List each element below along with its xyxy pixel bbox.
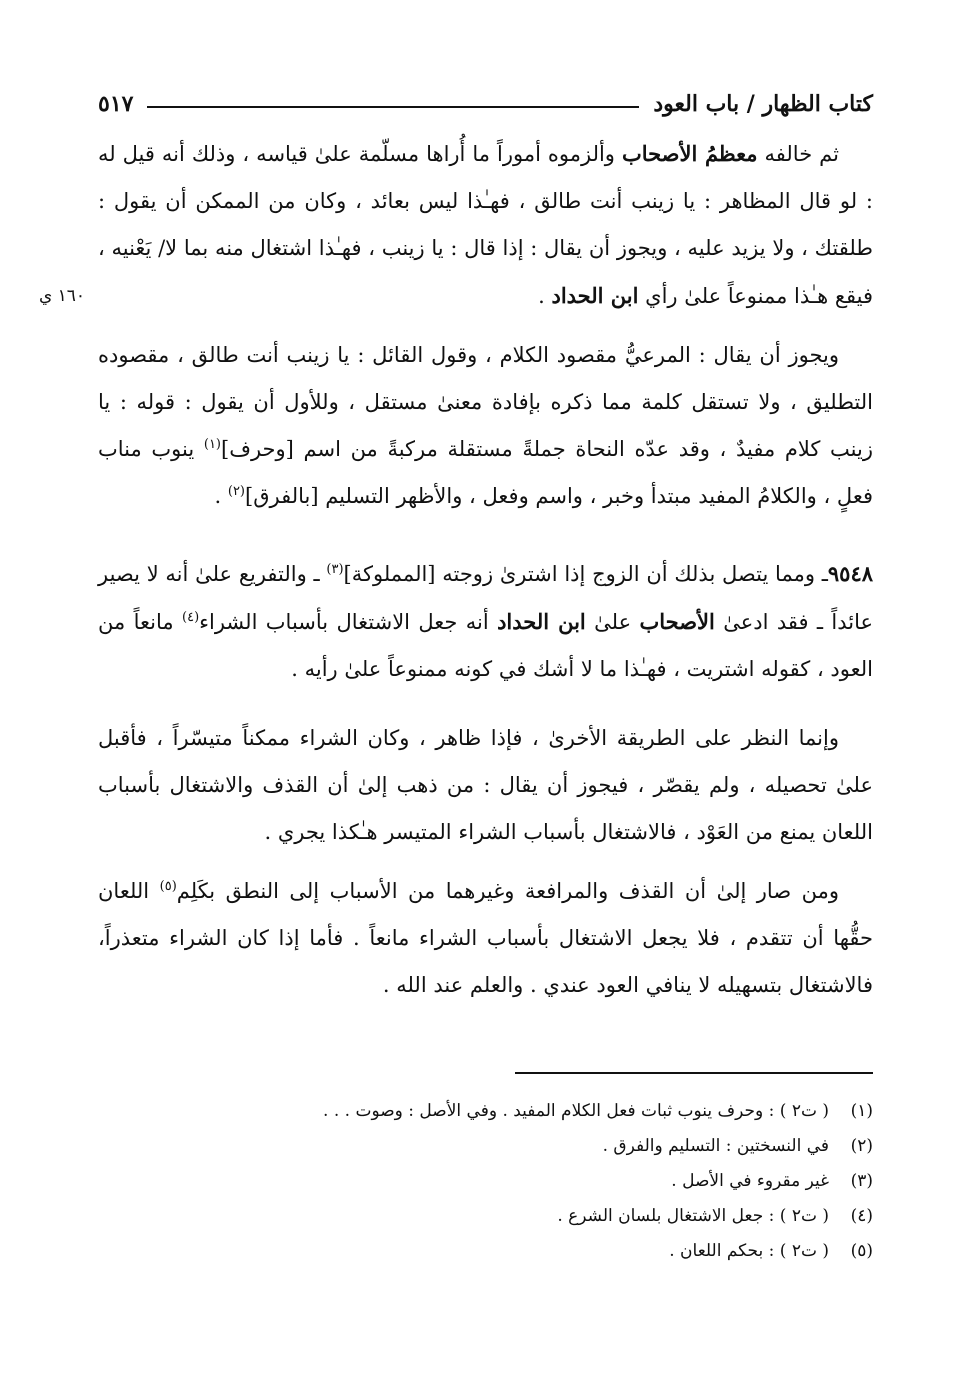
- footnote-number: (٣): [850, 1171, 873, 1191]
- text-run: ويجوز أن يقال : المرعيُّ مقصود الكلام ، وقول القائل : يا زينب أنت طالق ، مقصوده التطليق ، ولا تستقل كلمة مما ذكره بإفادة معنىٰ مستقل ، وللأول أن يقول : قوله : يا زينب كلام مفيدٌ ، وقد عدّه النحاة جملةً مستقلة مركبةً من اسم [وحرف]: [98, 343, 873, 461]
- text-run: .: [538, 284, 552, 308]
- footnote-text: ( ت٢ ) : وحرف ينوب ثبات فعل الكلام المفيد . وفي الأصل : وصوت . . .: [323, 1101, 829, 1121]
- bold-term: ابن الحداد: [551, 283, 639, 308]
- paragraph-2: [98, 332, 873, 520]
- footnote-number: (٤): [850, 1206, 873, 1226]
- bold-term: الأصحاب: [639, 609, 715, 634]
- text-run: ينوب مناب فعلٍ ، والكلامُ المفيد مبتدأ وخبر ، واسم وفعل ، والأظهر التسليم [بالفرق]: [98, 437, 873, 508]
- footnote-text: ( ت٢ ) : جعل الاشتغال بلسان الشرع .: [557, 1206, 829, 1226]
- footnote-ref: (٢): [227, 484, 245, 499]
- bold-term: ابن الحداد: [497, 609, 586, 634]
- running-header: [98, 84, 873, 124]
- footnote-text: في النسختين : التسليم والفرق .: [602, 1136, 829, 1156]
- footnote-text: غير مقروء في الأصل .: [671, 1171, 829, 1191]
- header-rule: [147, 106, 639, 108]
- footnote-item: [98, 1234, 873, 1269]
- footnote-ref: (٤): [182, 610, 200, 625]
- footnote-ref: (٥): [159, 879, 177, 894]
- text-run: ـ ومما يتصل بذلك أن الزوج إذا اشترىٰ زوجته [المملوكة]: [343, 562, 828, 586]
- paragraph-4: وإنما النظر على الطريقة الأخرىٰ ، فإذا ظاهر ، وكان الشراء ممكناً متيسّراً ، فأقبل علىٰ تحصيله ، ولم يقصّر ، فيجوز أن يقال : من ذهب إلىٰ أن القذف والاشتغال بأسباب اللعان يمنع من العَوْد ، فالاشتغال بأسباب الشراء المتيسر هـٰكذا يجري .: [98, 726, 873, 844]
- margin-note: ١٦٠ ي: [38, 286, 86, 306]
- paragraph-3: [98, 550, 873, 693]
- footnotes: [98, 1094, 873, 1269]
- section-number: ٩٥٤٨: [827, 561, 874, 586]
- footnote-ref: (٣): [326, 562, 344, 577]
- text-run: أنه جعل الاشتغال بأسباب الشراء: [199, 610, 498, 634]
- footnote-separator: [515, 1072, 873, 1074]
- footnote-text: ( ت٢ ) : بحكم اللعان .: [669, 1241, 829, 1261]
- text-run: ـ والتفريع علىٰ أنه لا يصير عائداً ـ فقد ادعىٰ: [98, 562, 874, 634]
- text-run: .: [214, 484, 228, 508]
- footnote-item: [98, 1129, 873, 1164]
- paragraph-5: [98, 868, 873, 1009]
- page-number: ٥١٧: [98, 91, 134, 117]
- paragraph-1: [98, 130, 873, 320]
- footnote-ref: (١): [203, 437, 221, 452]
- chapter-title: كتاب الظهار / باب العود: [653, 91, 873, 117]
- text-run: اللعان حقُّها أن تتقدم ، فلا يجعل الاشتغال بأسباب الشراء مانعاً . فأما إذا كان الشراء متعذراً، فالاشتغال بتسهيله لا ينافي العود عندي . والعلم عند الله .: [98, 879, 873, 997]
- footnote-number: (٢): [850, 1136, 873, 1156]
- footnote-item: [98, 1164, 873, 1199]
- text-run: مانعاً من العود ، كقوله اشتريت ، فهـٰذا ما لا أشك في كونه ممنوعاً علىٰ رأيه .: [98, 610, 873, 681]
- main-text: [98, 130, 873, 1009]
- text-run: ومن صار إلىٰ أن القذف والمرافعة وغيرهما من الأسباب إلى النطق بكَلِم: [176, 879, 840, 903]
- footnote-number: (١): [850, 1101, 873, 1121]
- text-run: علىٰ: [585, 610, 640, 634]
- footnote-item: [98, 1094, 873, 1129]
- bold-term: معظمُ الأصحاب: [621, 141, 758, 166]
- text-run: ثم خالفه: [757, 142, 839, 166]
- footnote-item: [98, 1199, 873, 1234]
- footnote-number: (٥): [850, 1241, 873, 1261]
- text-run: وألزموه أموراً ما أُراها مسلّمة علىٰ قياسه ، وذلك أنه قيل له : لو قال المظاهر : يا زينب أنت طالق ، فهـٰذا ليس بعائد ، وكان من الممكن أن يقول : طلقتك ، ولا يزيد عليه ، ويجوز أن يقال : إذا قال : يا زينب ، فهـٰذا اشتغال منه بما لا/ يَعْنيه ، فيقع هـٰذا ممنوعاً علىٰ رأي: [98, 142, 873, 308]
